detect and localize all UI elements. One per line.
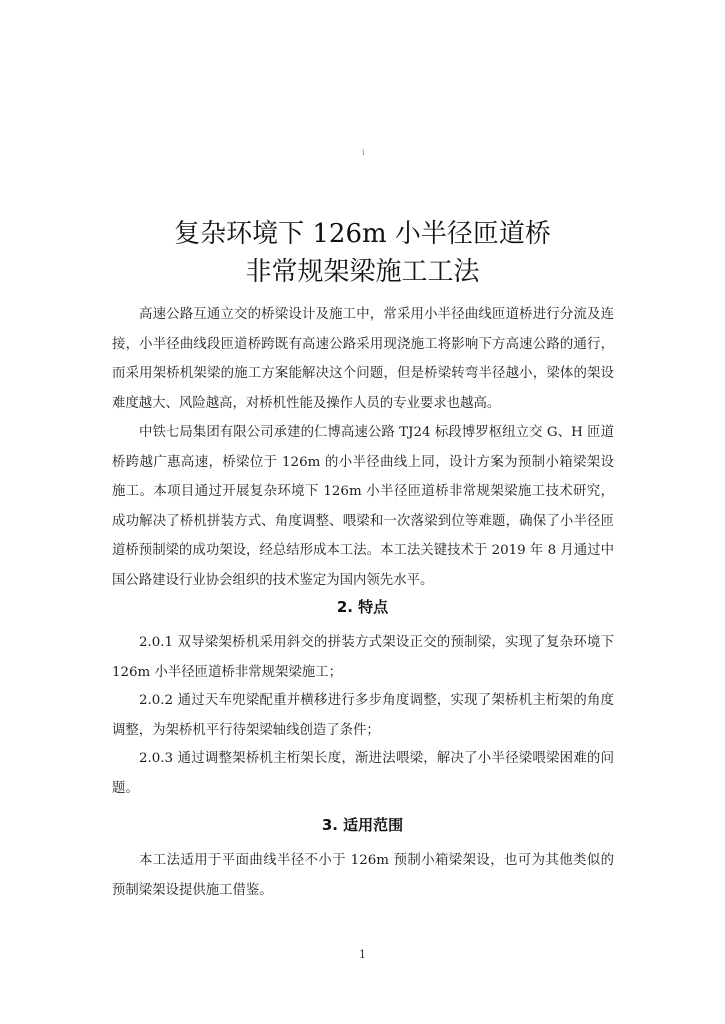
title-line-1: 复杂环境下 126m 小半径匝道桥	[174, 219, 551, 249]
scope-paragraph: 本工法适用于平面曲线半径不小于 126m 预制小箱梁架设，也可为其他类似的预制梁架设提供施工借鉴。	[112, 853, 614, 898]
scan-mark: i	[362, 148, 365, 157]
intro-paragraph-2: 中铁七局集团有限公司承建的仁博高速公路 TJ24 标段博罗枢纽立交 G、H 匝道桥跨越广惠高速，桥梁位于 126m 的小半径曲线上同，设计方案为预制小箱梁架设施工。本项目通过开展复杂环境下 126m 小半径匝道桥非常规架梁施工技术研究，成功解决了桥机拼装方式、角度调整、喂梁和一次落梁到位等难题，确保了小半径匝道桥预制梁的成功架设，经总结形成本工法。本工法关键技术于 2019 年 8 月通过中国公路建设行业协会组织的技术鉴定为国内领先水平。	[112, 425, 614, 588]
title-line-2: 非常规架梁施工工法	[245, 257, 480, 287]
feature-item-3: 2.0.3 通过调整架桥机主桁架长度，渐进法喂梁，解决了小半径梁喂梁困难的问题。	[112, 751, 614, 796]
page-number: 1	[359, 948, 366, 961]
section-2-heading: 2. 特点	[336, 598, 389, 616]
feature-item-2: 2.0.2 通过天车兜梁配重并横移进行多步角度调整，实现了架桥机主桁架的角度调整，为架桥机平行待架梁轴线创造了条件；	[112, 693, 614, 738]
section-3-heading: 3. 适用范围	[321, 816, 404, 834]
intro-paragraph-1: 高速公路互通立交的桥梁设计及施工中，常采用小半径曲线匝道桥进行分流及连接，小半径曲线段匝道桥跨既有高速公路采用现浇施工将影响下方高速公路的通行，而采用架桥机架梁的施工方案能解决这个问题，但是桥梁转弯半径越小，梁体的架设难度越大、风险越高，对桥机性能及操作人员的专业要求也越高。	[112, 307, 614, 411]
feature-item-1: 2.0.1 双导梁架桥机采用斜交的拼装方式架设正交的预制梁，实现了复杂环境下 126m 小半径匝道桥非常规架梁施工；	[112, 635, 614, 680]
